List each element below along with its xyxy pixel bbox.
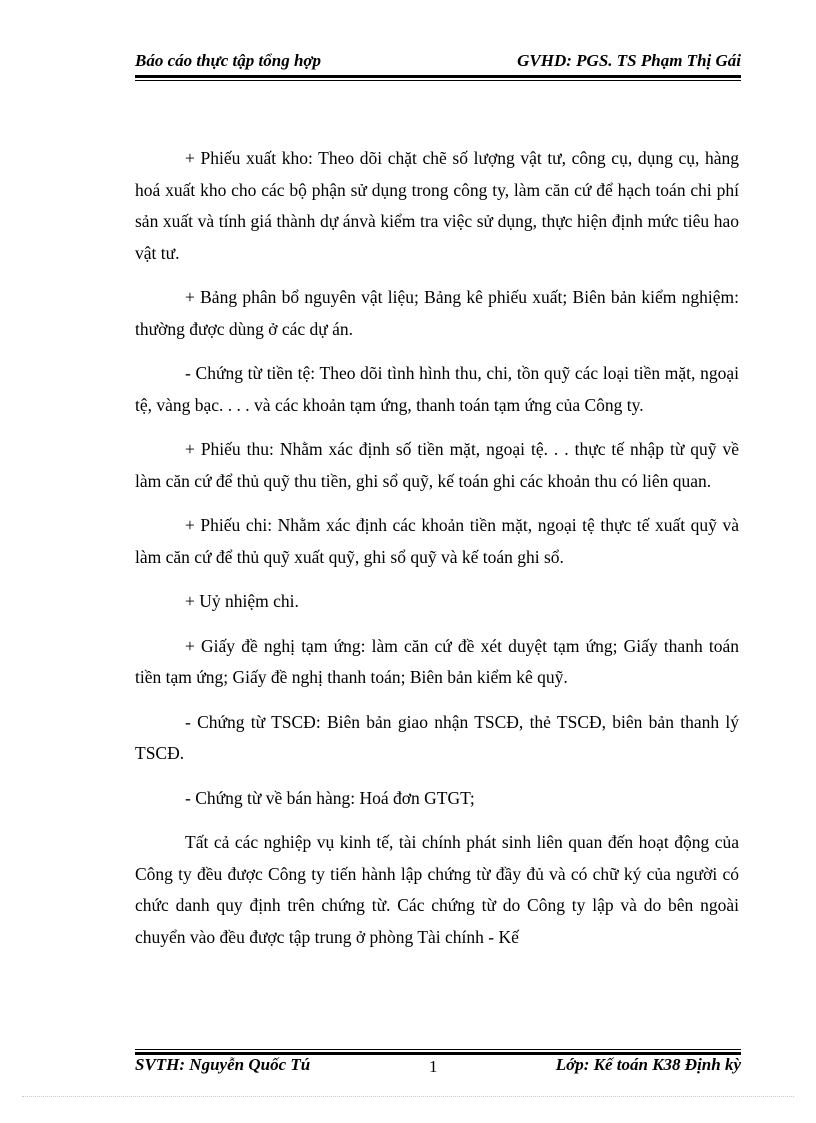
header-rule-thin bbox=[135, 80, 741, 81]
paragraph-phieu-chi: + Phiếu chi: Nhằm xác định các khoản tiền mặt, ngoại tệ thực tế xuất quỹ và làm căn cứ để thủ quỹ xuất quỹ, ghi sổ quỹ và kế toán ghi sổ. bbox=[135, 515, 739, 567]
paragraph-bang-phan-bo: + Bảng phân bổ nguyên vật liệu; Bảng kê phiếu xuất; Biên bản kiểm nghiệm: thường được dùng ở các dự án. bbox=[135, 287, 739, 339]
paragraph-uy-nhiem-chi: + Uỷ nhiệm chi. bbox=[185, 591, 299, 611]
footer-student: SVTH: Nguyễn Quốc Tú bbox=[135, 1055, 311, 1074]
paragraph-giay-de-nghi-tam-ung: + Giấy đề nghị tạm ứng: làm căn cứ đề xét duyệt tạm ứng; Giấy thanh toán tiền tạm ứng; Giấy đề nghị thanh toán; Biên bản kiểm kê quỹ. bbox=[135, 635, 739, 687]
footer-rule-thin bbox=[135, 1049, 741, 1050]
page-edge-dotted-line bbox=[22, 1096, 794, 1097]
header-supervisor: GVHD: PGS. TS Phạm Thị Gái bbox=[517, 51, 741, 70]
header-rule-thick bbox=[135, 75, 741, 78]
footer-class: Lớp: Kế toán K38 Định kỳ bbox=[555, 1055, 741, 1074]
paragraph-chung-tu-tien-te: - Chứng từ tiền tệ: Theo dõi tình hình thu, chi, tồn quỹ các loại tiền mặt, ngoại tệ, vàng bạc. . . . và các khoản tạm ứng, thanh toán tạm ứng của Công ty. bbox=[135, 363, 739, 415]
body-text bbox=[135, 143, 739, 966]
page-footer bbox=[135, 1055, 741, 1079]
paragraph-tat-ca-nghiep-vu: Tất cả các nghiệp vụ kinh tế, tài chính phát sinh liên quan đến hoạt động của Công ty đều được Công ty tiến hành lập chứng từ đầy đủ và có chữ ký của người có chức danh quy định trên chứng từ. Các chứng từ do Công ty lập và do bên ngoài chuyển vào đều được tập trung ở phòng Tài chính - Kế bbox=[135, 832, 739, 947]
paragraph-chung-tu-ban-hang: - Chứng từ về bán hàng: Hoá đơn GTGT; bbox=[185, 787, 475, 808]
header-report-title: Báo cáo thực tập tổng hợp bbox=[135, 51, 322, 70]
paragraph-phieu-xuat-kho: + Phiếu xuất kho: Theo dõi chặt chẽ số lượng vật tư, công cụ, dụng cụ, hàng hoá xuất kho cho các bộ phận sử dụng trong công ty, làm căn cứ để hạch toán chi phí sản xuất và tính giá thành dự ánvà kiểm tra việc sử dụng, thực hiện định mức tiêu hao vật tư. bbox=[135, 148, 739, 263]
page-header bbox=[135, 49, 741, 73]
paragraph-phieu-thu: + Phiếu thu: Nhằm xác định số tiền mặt, ngoại tệ. . . thực tế nhập từ quỹ về làm căn cứ để thủ quỹ thu tiền, ghi sổ quỹ, kế toán ghi các khoản thu có liên quan. bbox=[135, 439, 739, 491]
page-number: 1 bbox=[429, 1057, 438, 1076]
paragraph-chung-tu-tscd: - Chứng từ TSCĐ: Biên bản giao nhận TSCĐ, thẻ TSCĐ, biên bản thanh lý TSCĐ. bbox=[135, 711, 739, 763]
